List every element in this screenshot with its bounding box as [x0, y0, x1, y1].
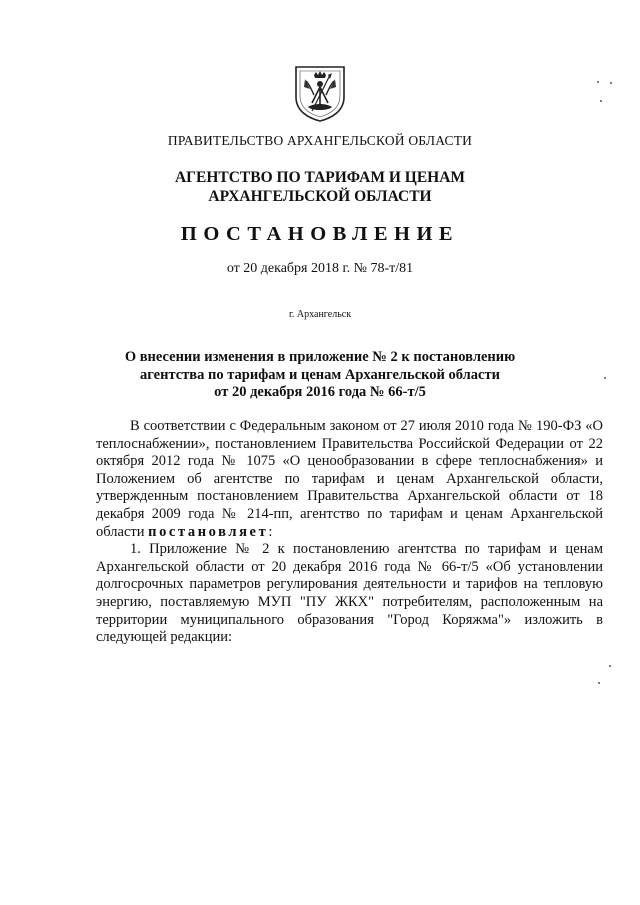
- agency-name-line2: АРХАНГЕЛЬСКОЙ ОБЛАСТИ: [208, 188, 432, 205]
- preamble-end: :: [268, 523, 273, 540]
- document-subject: [0, 349, 640, 402]
- scan-speck: [604, 377, 606, 379]
- document-type: ПОСТАНОВЛЕНИЕ: [180, 223, 460, 245]
- document-city: г. Архангельск: [288, 309, 352, 320]
- agency-name: [0, 168, 640, 206]
- coat-of-arms-icon: [292, 63, 348, 123]
- agency-name-line1: АГЕНТСТВО ПО ТАРИФАМ И ЦЕНАМ: [174, 169, 466, 186]
- subject-line3: от 20 декабря 2016 года № 66-т/5: [214, 384, 426, 400]
- government-name: ПРАВИТЕЛЬСТВО АРХАНГЕЛЬСКОЙ ОБЛАСТИ: [167, 133, 473, 148]
- decree-word: постановляет: [148, 523, 269, 540]
- subject-line1: О внесении изменения в приложение № 2 к постановлению: [124, 349, 516, 365]
- scan-speck: [597, 81, 599, 83]
- scan-speck: [600, 100, 602, 102]
- document-date-number: от 20 декабря 2018 г. № 78-т/81: [226, 261, 414, 276]
- scan-speck: [610, 82, 612, 84]
- scan-speck: [598, 682, 600, 684]
- document-body: [96, 418, 603, 647]
- subject-line2: агентства по тарифам и ценам Архангельской области: [140, 366, 500, 383]
- preamble-text: В соответствии с Федеральным законом от 27 июля 2010 года № 190-ФЗ «О теплоснабжении», постановлением Правительства Российской Федерации от 22 октября 2012 года № 1075 «О ценообразовании в сфере теплоснабжения» и Положением об агентстве по тарифам и ценам Архангельской области, утвержденным постановлением Правительства Архангельской области от 18 декабря 2009 года № 214-пп, агентство по тарифам и ценам Архангельской области: [96, 418, 603, 540]
- paragraph-item-1: 1. Приложение № 2 к постановлению агентства по тарифам и ценам Архангельской области от 20 декабря 2016 года № 66-т/5 «Об установлении долгосрочных параметров регулирования деятельности и тарифов на тепловую энергию, поставляемую МУП "ПУ ЖКХ" потребителям, расположенным на территории муниципального образования "Город Коряжма"» изложить в следующей редакции:: [96, 541, 603, 646]
- scan-speck: [609, 665, 611, 667]
- paragraph-preamble: [96, 418, 603, 541]
